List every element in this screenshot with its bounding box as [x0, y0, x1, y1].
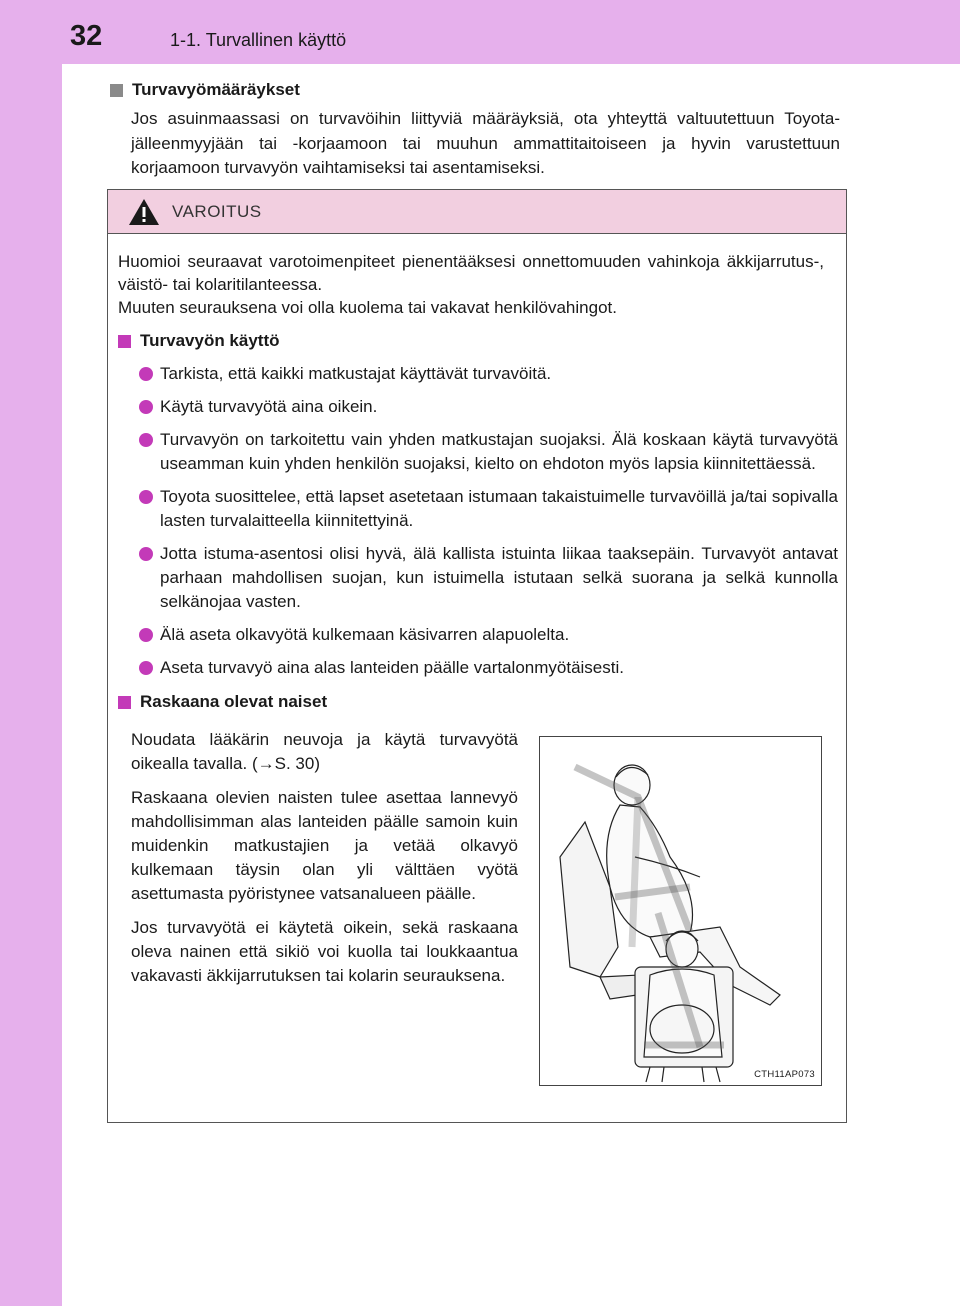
seatbelt-illustration: [539, 736, 822, 1086]
page-number: 32: [70, 20, 103, 52]
side-color-band: [0, 0, 62, 1306]
list-item: [139, 485, 838, 533]
pregnant-text: [131, 728, 518, 998]
usage-heading-text: Turvavyön käyttö: [140, 331, 280, 350]
pregnant-heading-text: Raskaana olevat naiset: [140, 692, 328, 711]
warning-triangle-icon: [128, 198, 160, 226]
warning-intro-1: Huomioi seuraavat varotoimenpiteet pienentääksesi onnettomuuden vahinkoja äkkijarrutus-, väistö- tai kolaritilanteessa.: [118, 252, 824, 294]
pregnant-paragraph-2: Raskaana olevien naisten tulee asettaa lannevyö mahdollisimman alas lanteiden päälle samoin kuin muidenkin matkustajien ja vetää olkavyö kulkemaan täysin olan yli välttäen vyötä asettumasta pyöristynee vatsanalueen päälle.: [131, 788, 518, 903]
chapter-title: 1-1. Turvallinen käyttö: [170, 30, 347, 50]
bullet-dot-icon: [139, 400, 153, 414]
regulations-heading: [110, 78, 840, 102]
warning-box: [107, 189, 847, 1123]
list-item: [139, 395, 838, 419]
regulations-heading-text: Turvavyömääräykset: [132, 80, 300, 99]
bullet-dot-icon: [139, 661, 153, 675]
list-item-text: Toyota suosittelee, että lapset asetetaan istumaan takaistuimelle turvavöillä ja/tai sopivalla lasten turvalaitteella kiinnitettyinä.: [160, 487, 838, 530]
warning-intro-2: Muuten seurauksena voi olla kuolema tai vakavat henkilövahingot.: [118, 298, 617, 317]
figure-code: CTH11AP073: [754, 1069, 815, 1080]
bullet-dot-icon: [139, 433, 153, 447]
bullet-dot-icon: [139, 367, 153, 381]
warning-intro: [118, 250, 838, 319]
warning-title: VAROITUS: [172, 201, 262, 221]
list-item-text: Älä aseta olkavyötä kulkemaan käsivarren alapuolelta.: [160, 625, 570, 644]
list-item: [139, 362, 838, 386]
square-bullet-icon: [110, 84, 123, 97]
list-item-text: Käytä turvavyötä aina oikein.: [160, 397, 378, 416]
list-item: [139, 542, 838, 614]
pregnant-paragraph-1: Noudata lääkärin neuvoja ja käytä turvavyötä oikealla tavalla. (→S. 30): [131, 730, 518, 773]
list-item: [139, 623, 838, 647]
square-bullet-icon: [118, 696, 131, 709]
list-item-text: Jotta istuma-asentosi olisi hyvä, älä kallista istuinta liikaa taaksepäin. Turvavyöt antavat parhaan mahdollisen suojan, kun istuimella istutaan selkä suorana ja selkä kunnolla selkänojaa vasten.: [160, 544, 838, 611]
pregnant-paragraph-3: Jos turvavyötä ei käytetä oikein, sekä raskaana oleva nainen että sikiö voi kuolla tai loukkaantua vakavasti äkkijarrutuksen tai kolarin seurauksena.: [131, 918, 518, 985]
bullet-dot-icon: [139, 628, 153, 642]
bullet-dot-icon: [139, 547, 153, 561]
list-item-text: Tarkista, että kaikki matkustajat käyttävät turvavöitä.: [160, 364, 552, 383]
pregnant-seatbelt-drawing: [540, 737, 821, 1085]
warning-body: [118, 250, 838, 714]
bullet-dot-icon: [139, 490, 153, 504]
list-item-text: Aseta turvavyö aina alas lanteiden päälle vartalonmyötäisesti.: [160, 658, 624, 677]
usage-list: [139, 362, 838, 680]
regulations-text: Jos asuinmaassasi on turvavöihin liittyviä määräyksiä, ota yhteyttä valtuutettuun Toyota-jälleenmyyjään tai -korjaamoon tai muuhun ammattitaitoiseen ja hyvin varustettuun korjaamoon turvavyön vaihtamiseksi tai asentamiseksi.: [131, 109, 840, 177]
list-item: [139, 656, 838, 680]
regulations-section: [110, 78, 840, 181]
square-bullet-icon: [118, 335, 131, 348]
usage-heading: [118, 329, 838, 353]
list-item-text: Turvavyön on tarkoitettu vain yhden matkustajan suojaksi. Älä koskaan käytä turvavyötä useamman kuin yhden henkilön suojaksi, kielto on ehdoton myös lapsia kiinnitettäessä.: [160, 430, 838, 473]
warning-header: [108, 190, 846, 234]
pregnant-heading: [118, 690, 838, 714]
list-item: [139, 428, 838, 476]
